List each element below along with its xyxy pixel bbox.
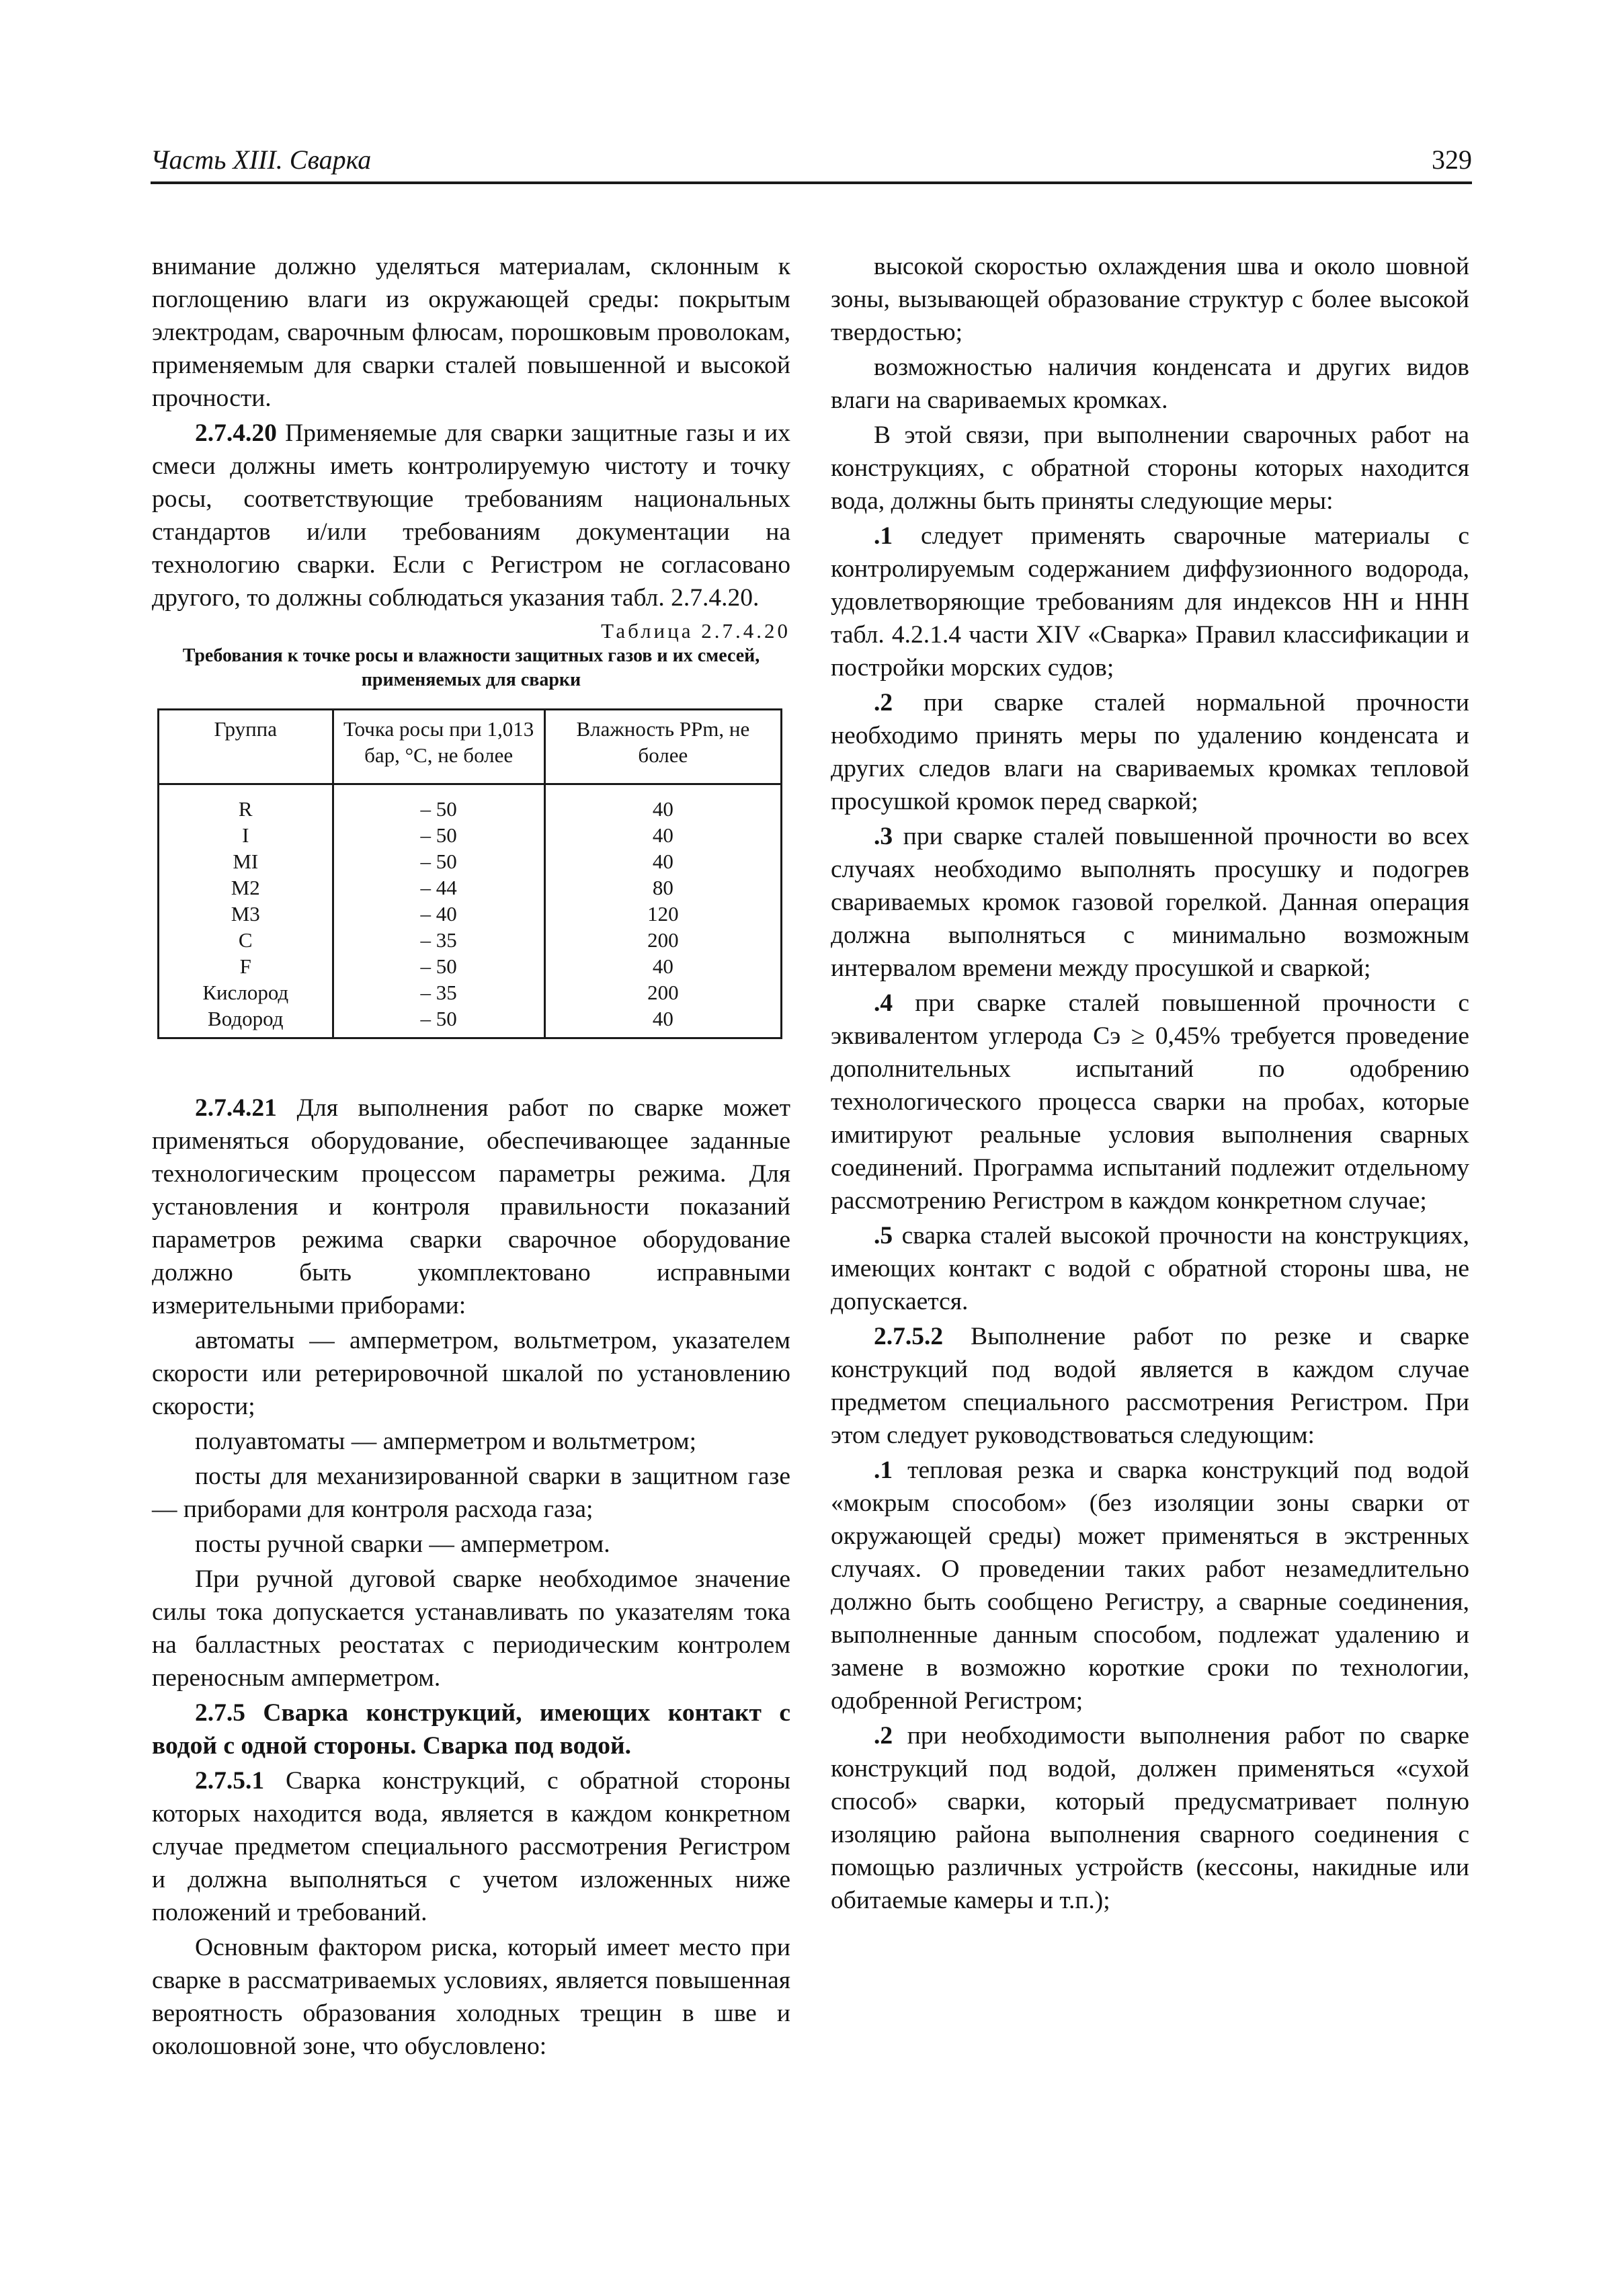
table-caption: Таблица 2.7.4.20	[601, 619, 790, 643]
paragraph	[831, 1320, 1469, 1452]
cell-humidity: 200	[544, 927, 781, 953]
table-row	[159, 953, 782, 979]
dew-point-table	[157, 708, 782, 1039]
table-row	[159, 979, 782, 1006]
item-number: .5	[874, 1222, 893, 1249]
cell-humidity: 40	[544, 953, 781, 979]
cell-dew-point: – 35	[333, 979, 544, 1006]
paragraph	[831, 520, 1469, 684]
paragraph: В этой связи, при выполнении сварочных работ на конструкциях, с обратной стороны которых находится вода, должны быть приняты следующие меры:	[831, 421, 1469, 515]
item-text: следует применять сварочные материалы с контролируемым содержанием диффузионного водорода, удовлетворяющие требованиям для индексов НН и ННН табл. 4.2.1.4 части XIV «Сварка» Правил классификации и постройки морских судов;	[831, 522, 1469, 682]
item-number: .2	[874, 689, 893, 716]
cell-group: Кислород	[159, 979, 333, 1006]
cell-dew-point: – 44	[333, 874, 544, 901]
clause-number: 2.7.5.2	[874, 1323, 944, 1350]
cell-group: MI	[159, 848, 333, 874]
cell-dew-point: – 50	[333, 784, 544, 823]
col-header-humidity: Влажность PPm, не более	[544, 710, 781, 784]
item-number: .1	[874, 1457, 893, 1484]
page-number: 329	[1432, 145, 1472, 175]
paragraph: Основным фактором риска, который имеет место при сварке в рассматриваемых условиях, является повышенная вероятность образования холодных трещин в шве и околошовной зоне, что обусловлено:	[152, 1934, 790, 2060]
paragraph: возможностью наличия конденсата и других видов влаги на свариваемых кромках.	[831, 354, 1469, 414]
table-row	[159, 784, 782, 823]
cell-group: R	[159, 784, 333, 823]
item-number: .4	[874, 989, 893, 1017]
cell-dew-point: – 35	[333, 927, 544, 953]
cell-humidity: 120	[544, 901, 781, 927]
cell-humidity: 200	[544, 979, 781, 1006]
cell-humidity: 40	[544, 822, 781, 848]
paragraph	[152, 1092, 790, 1322]
item-text: при сварке сталей нормальной прочности необходимо принять меры по удалению конденсата и других следов влаги на свариваемых кромках тепловой просушкой кромок перед сваркой;	[831, 689, 1469, 815]
item-text: тепловая резка и сварка конструкций под водой «мокрым способом» (без изоляции зоны сварки от окружающей среды) может применяться в экстренных случаях. О проведении таких работ незамедлительно должно быть сообщено Регистру, а сварные соединения, выполненные данным способом, подлежат удалению и замене в возможно короткие сроки по технологии, одобренной Регистром;	[831, 1457, 1469, 1715]
clause-number: 2.7.5.1	[195, 1767, 265, 1795]
paragraph: При ручной дуговой сварке необходимое значение силы тока допускается устанавливать по указателям тока на балластных реостатах с периодическим контролем переносным амперметром.	[152, 1565, 790, 1692]
paragraph	[831, 1219, 1469, 1318]
table-title: Требования к точке росы и влажности защитных газов и их смесей, применяемых для сварки	[182, 645, 760, 690]
cell-dew-point: – 50	[333, 953, 544, 979]
col-header-dew-point: Точка росы при 1,013 бар, °С, не более	[333, 710, 544, 784]
paragraph: высокой скоростью охлаждения шва и около шовной зоны, вызывающей образование структур с более высокой твердостью;	[831, 253, 1469, 346]
spacer	[152, 1039, 790, 1092]
cell-group: Водород	[159, 1006, 333, 1038]
item-text: при сварке сталей повышенной прочности во всех случаях необходимо выполнять просушку и подогрев свариваемых кромок газовой горелкой. Данная операция должна выполняться с минимально возможным интервалом времени между просушкой и сваркой;	[831, 823, 1469, 982]
paragraph	[152, 417, 790, 614]
clause-text: Выполнение работ по резке и сварке конструкций под водой является в каждом случае предметом специального рассмотрения Регистром. При этом следует руководствоваться следующим:	[831, 1323, 1469, 1449]
cell-dew-point: – 50	[333, 822, 544, 848]
left-column	[152, 250, 790, 2065]
paragraph	[831, 987, 1469, 1217]
cell-humidity: 40	[544, 784, 781, 823]
table-row	[159, 874, 782, 901]
paragraph	[831, 820, 1469, 985]
paragraph	[831, 1719, 1469, 1917]
cell-group: M3	[159, 901, 333, 927]
clause-number: 2.7.4.20	[195, 419, 277, 447]
page-header	[151, 140, 1472, 184]
clause-text: Применяемые для сварки защитные газы и их смеси должны иметь контролируемую чистоту и точку росы, соответствующие требованиям национальных стандартов и/или требованиям документации на технологию сварки. Если с Регистром не согласовано другого, то должны соблюдаться указания табл. 2.7.4.20.	[152, 419, 790, 612]
col-header-group: Группа	[159, 710, 333, 784]
item-number: .2	[874, 1722, 893, 1750]
clause-text: Сварка конструкций, с обратной стороны которых находится вода, является в каждом конкретном случае предметом специального рассмотрения Регистром и должна выполняться с учетом изложенных ниже положений и требований.	[152, 1767, 790, 1926]
paragraph	[831, 686, 1469, 818]
cell-dew-point: – 50	[333, 1006, 544, 1038]
table-row	[159, 901, 782, 927]
table-header-row	[159, 710, 782, 784]
table-row	[159, 822, 782, 848]
section-heading: 2.7.5 Сварка конструкций, имеющих контакт с водой с одной стороны. Сварка под водой.	[152, 1699, 790, 1760]
paragraph: посты для механизированной сварки в защитном газе — приборами для контроля расхода газа;	[152, 1463, 790, 1523]
item-number: .3	[874, 823, 893, 850]
paragraph	[152, 1764, 790, 1929]
cell-dew-point: – 50	[333, 848, 544, 874]
right-column	[831, 250, 1469, 1919]
cell-dew-point: – 40	[333, 901, 544, 927]
cell-group: F	[159, 953, 333, 979]
item-text: при сварке сталей повышенной прочности с эквивалентом углерода Cэ ≥ 0,45% требуется проведение дополнительных испытаний по одобрению технологического процесса сварки на пробах, которые имитируют реальные условия выполнения сварных соединений. Программа испытаний подлежит отдельному рассмотрению Регистром в каждом конкретном случае;	[831, 989, 1469, 1215]
cell-group: I	[159, 822, 333, 848]
cell-group: M2	[159, 874, 333, 901]
clause-number: 2.7.4.21	[195, 1094, 277, 1122]
paragraph: внимание должно уделяться материалам, склонным к поглощению влаги из окружающей среды: покрытым электродам, сварочным флюсам, порошковым проволокам, применяемым для сварки сталей повышенной и высокой прочности.	[152, 253, 790, 412]
cell-humidity: 40	[544, 848, 781, 874]
cell-group: C	[159, 927, 333, 953]
item-text: при необходимости выполнения работ по сварке конструкций под водой, должен применяться «сухой способ» сварки, который предусматривает полную изоляцию района выполнения сварного соединения с помощью различных устройств (кессоны, накидные или обитаемые камеры и т.п.);	[831, 1722, 1469, 1914]
table-row	[159, 927, 782, 953]
paragraph: полуавтоматы — амперметром и вольтметром;	[195, 1428, 697, 1455]
cell-humidity: 80	[544, 874, 781, 901]
clause-text: Для выполнения работ по сварке может применяться оборудование, обеспечивающее заданные технологическим процессом параметры режима. Для установления и контроля правильности показаний параметров режима сварки сварочное оборудование должно быть укомплектовано исправными измерительными приборами:	[152, 1094, 790, 1319]
paragraph	[831, 1454, 1469, 1717]
paragraph: посты ручной сварки — амперметром.	[195, 1530, 610, 1558]
table-row	[159, 848, 782, 874]
table-row	[159, 1006, 782, 1038]
item-number: .1	[874, 522, 893, 550]
paragraph: автоматы — амперметром, вольтметром, указателем скорости или ретерировочной шкалой по установлению скорости;	[152, 1327, 790, 1420]
cell-humidity: 40	[544, 1006, 781, 1038]
item-text: сварка сталей высокой прочности на конструкциях, имеющих контакт с водой с обратной стороны шва, не допускается.	[831, 1222, 1469, 1315]
running-title: Часть XIII. Сварка	[151, 145, 372, 175]
